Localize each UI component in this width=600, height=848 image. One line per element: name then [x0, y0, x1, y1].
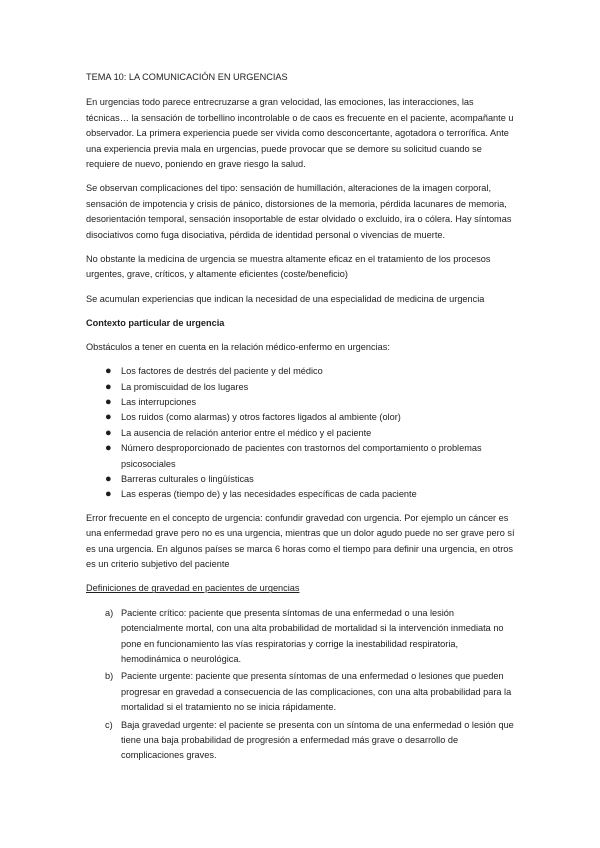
- section-heading: Contexto particular de urgencia: [86, 318, 225, 329]
- bullet-icon: ●: [105, 426, 112, 439]
- list-marker: b): [105, 671, 114, 682]
- bullet-icon: ●: [105, 380, 112, 393]
- list-item: c) Baja gravedad urgente: el paciente se presenta con un síntoma de una enfermedad o lesión que tiene una baja probabilidad de progresión a enfermedad más grave o desarrollo de complicaciones graves.: [105, 719, 514, 761]
- error-paragraph: Error frecuente en el concepto de urgencia: confundir gravedad con urgencia. Por ejemplo un cáncer es una enfermedad grave pero no es una urgencia, mientras que un dolor agudo puede no ser grave pero sí es una urgencia. En algunos países se marca 6 horas como el tiempo para definir una urgencia, en otros es un criterio subjetivo del paciente: [86, 512, 515, 569]
- definitions-heading: Definiciones de gravedad en pacientes de urgencias: [86, 583, 300, 594]
- list-item: ● Barreras culturales o lingüísticas: [105, 472, 516, 487]
- list-item: ● Los factores de destrés del paciente y del médico: [105, 364, 516, 379]
- intro-paragraph: En urgencias todo parece entrecruzarse a gran velocidad, las emociones, las interacciones, las técnicas… la sensación de torbellino incontrolable o de caos es frecuente en el paciente, acompañante u observador. La primera experiencia puede ser vivida como desconcertante, agotadora o terrorífica. Ante una experiencia previa mala en urgencias, puede provocar que se demore su solicitud cuando se requiere de nuevo, poniendo en grave riesgo la salud.: [86, 97, 514, 170]
- obstacles-intro: Obstáculos a tener en cuenta en la relación médico-enfermo en urgencias:: [86, 341, 390, 352]
- list-marker: a): [105, 607, 114, 618]
- list-item: ● Las esperas (tiempo de) y las necesidades específicas de cada paciente: [105, 487, 516, 502]
- list-item: ● La promiscuidad de los lugares: [105, 380, 516, 395]
- obstacles-list: [86, 364, 516, 503]
- bullet-icon: ●: [105, 411, 112, 424]
- list-item: ● Los ruidos (como alarmas) y otros factores ligados al ambiente (olor): [105, 410, 516, 425]
- list-item: b) Paciente urgente: paciente que presenta síntomas de una enfermedad o lesiones que pueden progresar en gravedad a consecuencia de las complicaciones, con una alta probabilidad para la mortalidad si el tratamiento no se inicia rápidamente.: [105, 671, 512, 713]
- list-item: a) Paciente crítico: paciente que presenta síntomas de una enfermedad o una lesión potencialmente mortal, con una alta probabilidad de mortalidad si la intervención inmediata no pone en funcionamiento las vías respiratorias y corrige la inestabilidad respiratoria, hemodinámica o neurológica.: [105, 607, 504, 664]
- definitions-list: [86, 606, 516, 764]
- bullet-icon: ●: [105, 395, 112, 408]
- list-marker: c): [105, 719, 113, 730]
- bullet-icon: ●: [105, 488, 112, 501]
- efficacy-paragraph: No obstante la medicina de urgencia se muestra altamente eficaz en el tratamiento de los procesos urgentes, grave, críticos, y altamente eficientes (coste/beneficio): [86, 254, 491, 280]
- bullet-icon: ●: [105, 442, 112, 455]
- document-title: TEMA 10: LA COMUNICACIÓN EN URGENCIAS: [86, 72, 288, 82]
- bullet-icon: ●: [105, 365, 112, 378]
- complications-paragraph: Se observan complicaciones del tipo: sensación de humillación, alteraciones de la imagen corporal, sensación de impotencia y crisis de pánico, distorsiones de la memoria, pérdida lacunares de memoria, desorientación temporal, sensación insoportable de estar olvidado o excluido, ira o cólera. Hay síntomas disociativos como fuga disociativa, pérdida de identidad personal o vivencias de muerte.: [86, 183, 512, 240]
- list-item: ● Número desproporcionado de pacientes con trastornos del comportamiento o problemas psicosociales: [105, 442, 482, 469]
- list-item: ● Las interrupciones: [105, 395, 516, 410]
- specialty-paragraph: Se acumulan experiencias que indican la necesidad de una especialidad de medicina de urgencia: [86, 293, 485, 304]
- list-item: ● La ausencia de relación anterior entre el médico y el paciente: [105, 426, 516, 441]
- bullet-icon: ●: [105, 472, 112, 485]
